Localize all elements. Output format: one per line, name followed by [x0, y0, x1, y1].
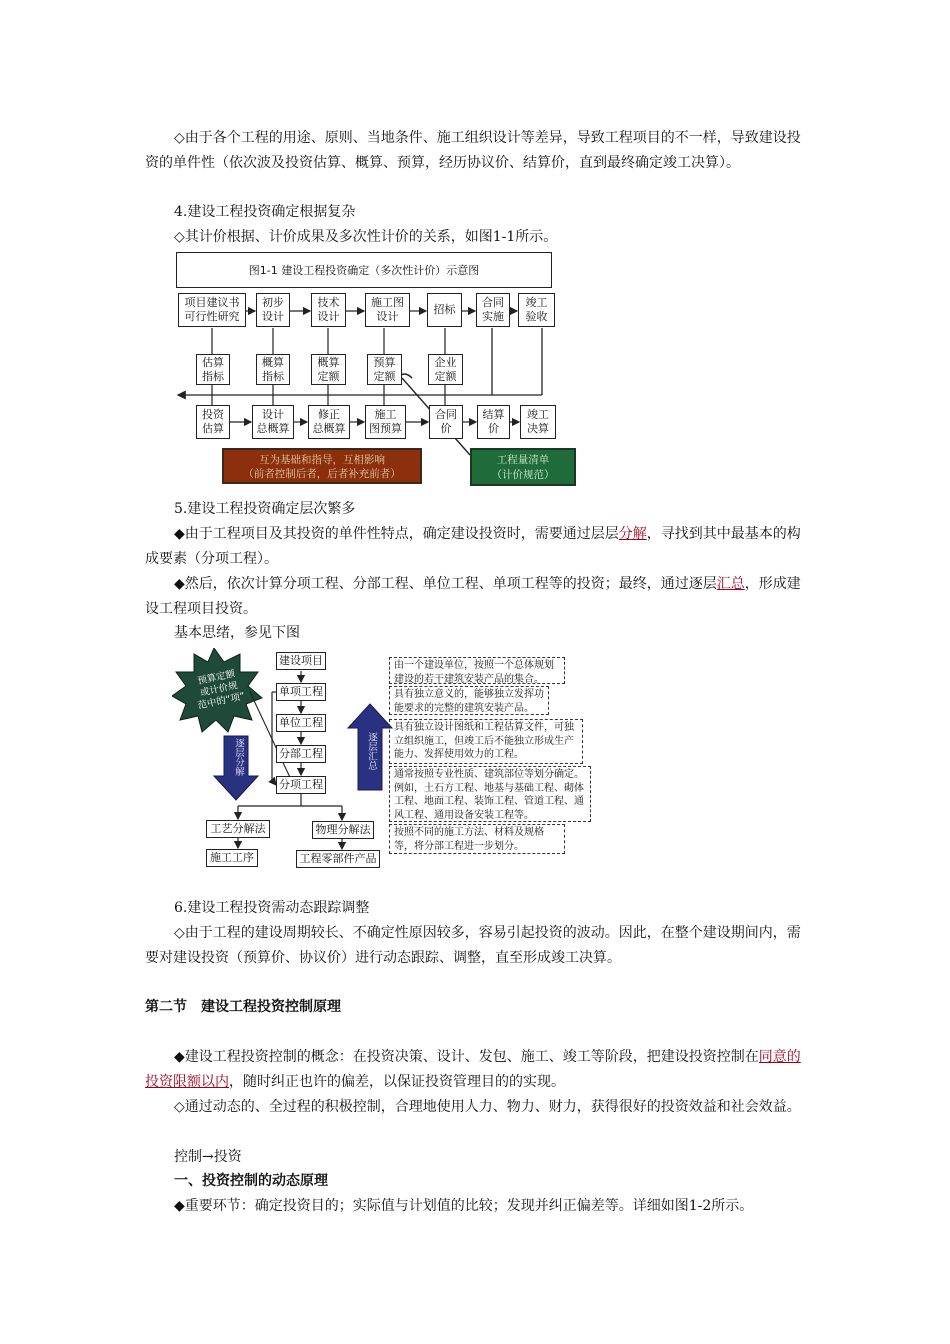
method-process-decomposition: 工艺分解法: [206, 820, 270, 838]
paragraph-active-control: ◇通过动态的、全过程的积极控制，合理地使用人力、物力、财力，获得很好的投资效益和社会效益。: [174, 1099, 801, 1115]
basis-budget-quota: 概算 定额: [311, 354, 346, 385]
level-construction-project: 建设项目: [276, 652, 326, 670]
note-unit-work: 具有独立设计图纸和工程估算文件，可独立组织施工，但竣工后不能独立形成生产能力、发挥使用效力的工程。: [389, 719, 583, 764]
result-drawing-forecast: 施工 图预算: [365, 405, 406, 439]
level-sub-item-work: 分项工程: [276, 776, 326, 794]
heading-item-6: 6.建设工程投资需动态跟踪调整: [174, 900, 370, 916]
stage-construction-drawing: 施工图 设计: [365, 293, 410, 327]
result-settlement-price: 结算 价: [477, 405, 510, 439]
star-label: 预算定额 或计价规 范中的“项”: [196, 668, 246, 712]
figure-1-1: [170, 250, 590, 490]
text-segment: ◆然后，依次计算分项工程、分部工程、单位工程、单项工程等的投资；最终，通过逐层: [174, 576, 717, 592]
heading-item-5: 5.建设工程投资确定层次繁多: [174, 501, 356, 517]
paragraph-single-piece: ◇由于各个工程的用途、原则、当地条件、施工组织设计等差异，导致工程项目的不一样，导致建设投资的单件性（依次波及投资估算、概算、预算，经历协议价、结算价，直到最终确定竣工决算）。: [145, 130, 801, 171]
level-single-item: 单项工程: [276, 683, 326, 701]
note-single-item: 具有独立意义的，能够独立发挥功能要求的完整的建筑安装产品。: [389, 686, 549, 715]
text-segment: ，形成建设工程项目投资。: [145, 576, 801, 617]
text-segment: ，寻找到其中最基本的构成要素（分项工程）。: [145, 526, 801, 567]
paragraph-key-links: ◆重要环节：确定投资目的；实际值与计划值的比较；发现并纠正偏差等。详细如图1-2所示。: [174, 1198, 754, 1214]
heading-item-4: 4.建设工程投资确定根据复杂: [174, 204, 356, 220]
box-bill-of-quantities: 工程量清单 （计价规范）: [470, 448, 576, 486]
result-revised-budget: 修正 总概算: [308, 405, 350, 439]
basis-enterprise-quota: 企业 定额: [428, 354, 463, 385]
figure-1-1-title: 图1-1 建设工程投资确定（多次性计价）示意图: [176, 252, 552, 288]
down-arrow-label: 逐层分解: [233, 738, 244, 776]
result-design-budget: 设计 总概算: [252, 405, 294, 439]
stage-technical-design: 技术 设计: [311, 293, 346, 327]
section-title: 第二节 建设工程投资控制原理: [145, 999, 341, 1015]
note-division-work: 通常按照专业性质、建筑部位等划分确定。例如，土石方工程、地基与基础工程、砌体工程、地面工程、装饰工程、管道工程、通风工程、通用设备安装工程等。: [389, 766, 591, 822]
note-construction-project: 由一个建设单位，按照一个总体规划建设的若干建筑安装产品的集合。: [389, 657, 565, 684]
link-approved-limit[interactable]: 同意的投资限额以内: [145, 1049, 801, 1090]
link-aggregate[interactable]: 汇总: [716, 576, 745, 592]
product-construction-process: 施工工序: [206, 849, 258, 867]
paragraph-aggregate: [145, 572, 805, 621]
method-physical-decomposition: 物理分解法: [312, 821, 374, 839]
paragraph-control-concept: [145, 1045, 805, 1094]
figure-hierarchy: [172, 648, 602, 873]
level-unit-work: 单位工程: [276, 714, 326, 732]
up-arrow-label: 逐层汇总: [366, 732, 377, 770]
result-final-accounts: 竣工 决算: [520, 405, 556, 439]
basis-estimate-index: 估算 指标: [196, 354, 230, 385]
text-segment: ◆建设工程投资控制的概念：在投资决策、设计、发包、施工、竣工等阶段，把建设投资控制在: [174, 1049, 759, 1065]
paragraph-dynamic-tracking: ◇由于工程的建设周期较长、不确定性原因较多，容易引起投资的波动。因此，在整个建设期间内，需要对建设投资（预算价、协议价）进行动态跟踪、调整，直至形成竣工决算。: [145, 925, 801, 966]
stage-bidding: 招标: [427, 293, 462, 327]
subheading-dynamic-principle: 一、投资控制的动态原理: [174, 1173, 328, 1189]
stage-contract: 合同 实施: [476, 293, 510, 327]
paragraph-control-investment: 控制→投资: [174, 1149, 242, 1165]
note-sub-item-work: 按照不同的施工方法、材料及规格等，将分部工程进一步划分。: [389, 824, 565, 854]
paragraph-fig1-ref: ◇其计价根据、计价成果及多次性计价的关系，如图1-1所示。: [174, 229, 558, 245]
link-decompose[interactable]: 分解: [618, 526, 647, 542]
basis-budget-index: 概算 指标: [256, 354, 290, 385]
result-contract-price: 合同 价: [429, 405, 463, 439]
paragraph-see-figure: 基本思绪，参见下图: [174, 625, 300, 641]
basis-forecast-quota: 预算 定额: [367, 354, 402, 385]
banner-mutual-basis: 互为基础和指导，互相影响 （前者控制后者，后者补充前者）: [222, 448, 422, 484]
text-segment: ，随时纠正也许的偏差，以保证投资管理目的的实现。: [229, 1073, 565, 1090]
paragraph-decompose: [145, 522, 805, 571]
stage-completion: 竣工 验收: [518, 293, 555, 327]
text-segment: ◆由于工程项目及其投资的单件性特点，确定建设投资时，需要通过层层: [174, 526, 619, 542]
level-division-work: 分部工程: [276, 745, 326, 763]
product-component: 工程零部件产品: [296, 850, 380, 868]
stage-preliminary-design: 初步 设计: [256, 293, 290, 327]
stage-feasibility: 项目建议书 可行性研究: [178, 293, 246, 327]
result-investment-estimate: 投资 估算: [196, 405, 230, 439]
